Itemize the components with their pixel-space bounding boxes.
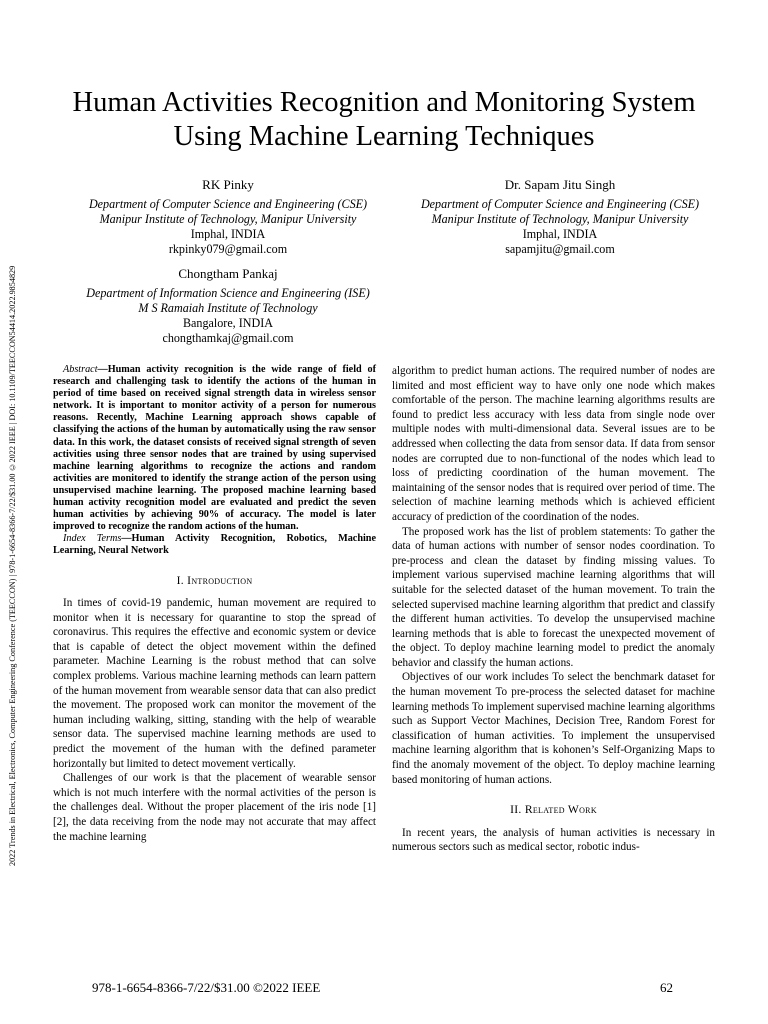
right-column — [392, 364, 715, 855]
section-heading-related-work — [392, 803, 715, 818]
author-name: Chongtham Pankaj — [178, 266, 278, 281]
author-department: Department of Computer Science and Engineering (CSE) — [420, 197, 700, 211]
author-block-2 — [395, 177, 725, 257]
author-department: Department of Information Science and Engineering (ISE) — [86, 286, 370, 300]
index-terms — [53, 533, 376, 557]
author-name: Dr. Sapam Jitu Singh — [504, 177, 616, 192]
section-number: I. — [176, 573, 184, 587]
author-department: Department of Computer Science and Engineering (CSE) — [88, 197, 368, 211]
abstract-label: Abstract — [63, 364, 98, 375]
author-block-3 — [63, 266, 393, 346]
left-column — [53, 364, 376, 844]
author-institution: Manipur Institute of Technology, Manipur University — [431, 212, 689, 226]
body-paragraph: The proposed work has the list of problem statements: To gather the data of human actions with number of sensor nodes coordination. To pre-process and clean the dataset by finding missing values. To implement various supervised machine learning algorithms that will suitable for the selected dataset of the human movement. To train the selected supervised machine learning algorithm that predict and classify the different human activities. To develop the unsupervised machine learning methods that is able to forecast the unexpected movement of the object. To deploy machine learning model to predict the anomaly behavior and classify the human actions. — [392, 525, 715, 669]
section-title: Related Work — [524, 803, 597, 817]
author-name: RK Pinky — [202, 177, 254, 192]
body-paragraph: Challenges of our work is that the placement of wearable sensor which is not much interfere with the normal activities of the person is the challenges deal. Without the proper placement of the iris node [1][2], the data receiving from the node may not accurate that may affect the machine learning — [53, 772, 376, 843]
body-paragraph: algorithm to predict human actions. The required number of nodes are limited and most efficient way to have only one node which makes comfortable of the person. The machine learning algorithms results are found to predict less accuracy with less data from single node over multiple nodes with multi-dimensional data. Several issues are to be addressed when collecting the data from sensor data. If data from sensor nodes are corrupted due to non-functional of the nodes which lead to loss of predicting coordination of the human movement. The maintaining of the sensor nodes that is required over period of time. The selection of machine learning methods which is achieved efficient accuracy of prediction of the coordination of the nodes. — [392, 365, 715, 523]
body-paragraph: Objectives of our work includes To select the benchmark dataset for the human movement To pre-process the selected dataset for machine learning methods To implement supervised machine learning algorithms such as Support Vector Machines, Decision Tree, Random Forest for classification of human activities. To implement the unsupervised machine learning algorithm that is kohonen’s Self-Organizing Maps to find the anomaly movement of the object. To deploy machine learning based monitoring of human actions. — [392, 671, 715, 786]
author-block-1 — [63, 177, 393, 257]
author-city: Imphal, INDIA — [190, 227, 266, 241]
paper-title: Human Activities Recognition and Monitoring System Using Machine Learning Techniques — [72, 87, 696, 152]
index-terms-label: Index Terms — [63, 533, 122, 545]
author-email[interactable]: rkpinky079@gmail.com — [168, 242, 288, 256]
author-institution: Manipur Institute of Technology, Manipur University — [99, 212, 357, 226]
index-terms-text: —Human Activity Recognition, Robotics, Machine Learning, Neural Network — [53, 533, 376, 557]
author-city: Bangalore, INDIA — [182, 316, 273, 330]
body-paragraph: In times of covid-19 pandemic, human movement are required to monitor when it is necessary for quarantine to stop the spread of coronavirus. This requires the effective and economic system or device that is capable of detect the object movement within the defined parameter. Machine Learning is the robust method that can solve complex problems. Various machine learning methods can learn pattern of the human movement from wearable sensor data that can also predict the movement. The proposed work can monitor the movement of the human including walking, sitting, standing with the help of wearable sensor data. The supervised machine learning methods are used to predict the movement of the human with the defined parameter horizontally but limited to detect movement vertically. — [53, 597, 376, 770]
author-institution: M S Ramaiah Institute of Technology — [138, 301, 318, 315]
author-city: Imphal, INDIA — [522, 227, 598, 241]
abstract — [53, 364, 376, 533]
abstract-text: —Human activity recognition is the wide range of field of research and challenging task to identify the actions of the human in period of time based on received signal strength data in wireless sensor network. It is important to monitor activity of a person for numerous reasons. Recently, Machine Learning approach shows capable of classifying the actions of the human by automatically using the raw sensor data. In this work, the dataset consists of received signal strength of seven activities using three sensor nodes that are trained by using supervised machine learning algorithms to recognize the actions and random activities are monitored to identify the strange action of the person using unsupervised machine learning. The proposed machine learning based human activity recognition model are evaluated and predict the seven human activities by achieving 90% of accuracy. The model is later improved to recognize the random actions of the human. — [53, 364, 376, 533]
section-title: Introduction — [187, 573, 253, 587]
author-email[interactable]: chongthamkaj@gmail.com — [162, 331, 294, 345]
section-heading-introduction — [53, 574, 376, 589]
body-paragraph: In recent years, the analysis of human activities is necessary in numerous sectors such as medical sector, robotic indus- — [392, 826, 715, 854]
side-citation-note: 2022 Trends in Electrical, Electronics, Computer Engineering Conference (TEECCON) | 978-1-6654-8366-7/22/$31.00 ©2022 IEEE | DOI: 10.1109/TEECCON54414.2022.9854829 — [8, 265, 17, 866]
page-number: 62 — [660, 980, 673, 995]
footer-isbn: 978-1-6654-8366-7/22/$31.00 ©2022 IEEE — [92, 980, 321, 995]
author-email[interactable]: sapamjitu@gmail.com — [505, 242, 615, 256]
section-number: II. — [510, 803, 522, 817]
